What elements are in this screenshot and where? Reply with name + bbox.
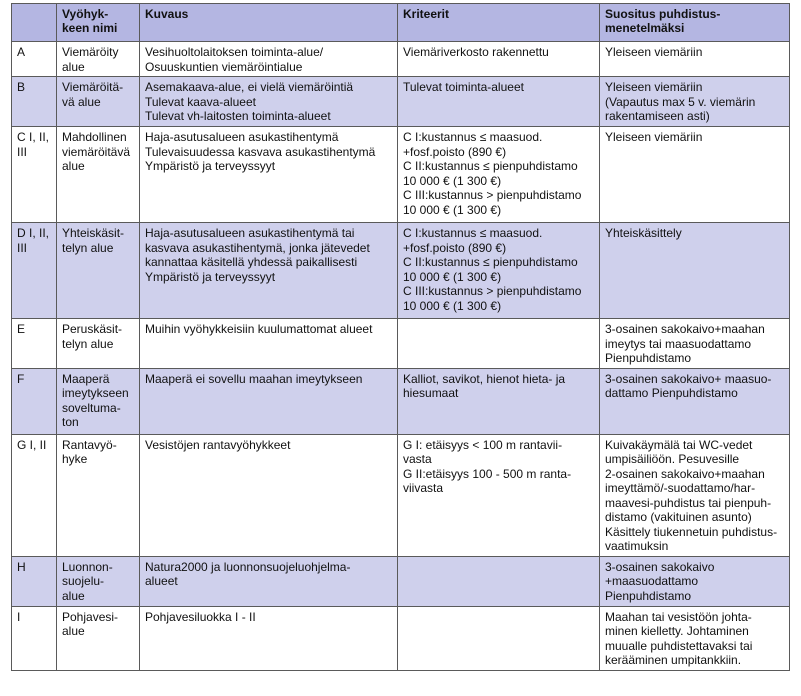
zone-recommendation: Maahan tai vesistöön johta- minen kielletty. Johtaminen muualle puhdistettavaksi tai kerääminen umpitankkiin. [600,606,790,670]
zone-criteria: Viemäriverkosto rakennettu [398,42,600,77]
zone-recommendation: Yleiseen viemäriin (Vapautus max 5 v. viemärin rakentamiseen asti) [600,77,790,127]
table-row [12,42,790,77]
zone-criteria [398,319,600,369]
table-row [12,77,790,127]
zone-description: Asemakaava-alue, ei vielä viemäröintiä Tulevat kaava-alueet Tulevat vh-laitosten toiminta-alueet [140,77,398,127]
zone-recommendation: Kuivakäymälä tai WC-vedet umpisäiliöön. Pesuvesille 2-osainen sakokaivo+maahan imeyttämö/-suodattamo/har- maavesi-puhdistus tai pienpuh- distamo (vakituinen asunto) Käsittely tiukennetuin puhdistus- vaatimuksin [600,434,790,556]
zone-description: Vesihuoltolaitoksen toiminta-alue/ Osuuskuntien viemäröintialue [140,42,398,77]
zone-code: C I, II, III [12,127,57,223]
table-row [12,434,790,556]
zone-description: Muihin vyöhykkeisiin kuulumattomat alueet [140,319,398,369]
zone-description: Vesistöjen rantavyöhykkeet [140,434,398,556]
table-row [12,556,790,606]
table-row [12,223,790,319]
zone-name: Maaperä imeytykseen soveltuma- ton [57,368,140,434]
zone-code: H [12,556,57,606]
table-row [12,319,790,369]
table-row [12,127,790,223]
zone-code: G I, II [12,434,57,556]
header-code [12,4,57,42]
zone-description: Haja-asutusalueen asukastihentymä tai kasvava asukastihentymä, jonka jätevedet kannattaa käsitellä yhdessä paikallisesti Ympäristö ja terveyssyyt [140,223,398,319]
zone-criteria: C I:kustannus ≤ maasuod. +fosf.poisto (890 €) C II:kustannus ≤ pienpuhdistamo 10 000 € (1 300 €) C III:kustannus > pienpuhdistamo 10 000 € (1 300 €) [398,223,600,319]
zone-code: A [12,42,57,77]
zone-description: Haja-asutusalueen asukastihentymä Tulevaisuudessa kasvava asukastihentymä Ympäristö ja terveyssyyt [140,127,398,223]
zone-code: I [12,606,57,670]
zone-name: Viemäröity alue [57,42,140,77]
zone-recommendation: Yhteiskäsittely [600,223,790,319]
zone-name: Luonnon- suojelu- alue [57,556,140,606]
zone-name: Peruskäsit- telyn alue [57,319,140,369]
zone-criteria [398,606,600,670]
zone-criteria: C I:kustannus ≤ maasuod. +fosf.poisto (890 €) C II:kustannus ≤ pienpuhdistamo 10 000 € (1 300 €) C III:kustannus > pienpuhdistamo 10 000 € (1 300 €) [398,127,600,223]
zone-description: Natura2000 ja luonnonsuojeluohjelma- alueet [140,556,398,606]
zone-recommendation: 3-osainen sakokaivo+maahan imeytys tai maasuodattamo Pienpuhdistamo [600,319,790,369]
zone-recommendation: Yleiseen viemäriin [600,127,790,223]
zone-name: Rantavyö- hyke [57,434,140,556]
zone-recommendation: 3-osainen sakokaivo+ maasuo- dattamo Pienpuhdistamo [600,368,790,434]
zone-code: E [12,319,57,369]
zone-criteria: G I: etäisyys < 100 m rantavii- vasta G II:etäisyys 100 - 500 m ranta- viivasta [398,434,600,556]
zone-description: Pohjavesiluokka I - II [140,606,398,670]
zone-name: Mahdollinen viemäröitävä alue [57,127,140,223]
header-row [12,4,790,42]
header-criteria: Kriteerit [398,4,600,42]
header-zone-name: Vyöhyk- keen nimi [57,4,140,42]
zone-code: D I, II, III [12,223,57,319]
zone-code: B [12,77,57,127]
zone-description: Maaperä ei sovellu maahan imeytykseen [140,368,398,434]
zone-code: F [12,368,57,434]
zone-criteria: Tulevat toiminta-alueet [398,77,600,127]
header-recommendation: Suositus puhdistus- menetelmäksi [600,4,790,42]
header-description: Kuvaus [140,4,398,42]
zone-name: Yhteiskäsit- telyn alue [57,223,140,319]
zone-criteria [398,556,600,606]
zone-name: Pohjavesi- alue [57,606,140,670]
zone-criteria: Kalliot, savikot, hienot hieta- ja hiesumaat [398,368,600,434]
zone-name: Viemäröitä- vä alue [57,77,140,127]
zone-recommendation: 3-osainen sakokaivo +maasuodattamo Pienpuhdistamo [600,556,790,606]
table-row [12,368,790,434]
zone-recommendation: Yleiseen viemäriin [600,42,790,77]
table-row [12,606,790,670]
treatment-zone-table [11,3,790,671]
